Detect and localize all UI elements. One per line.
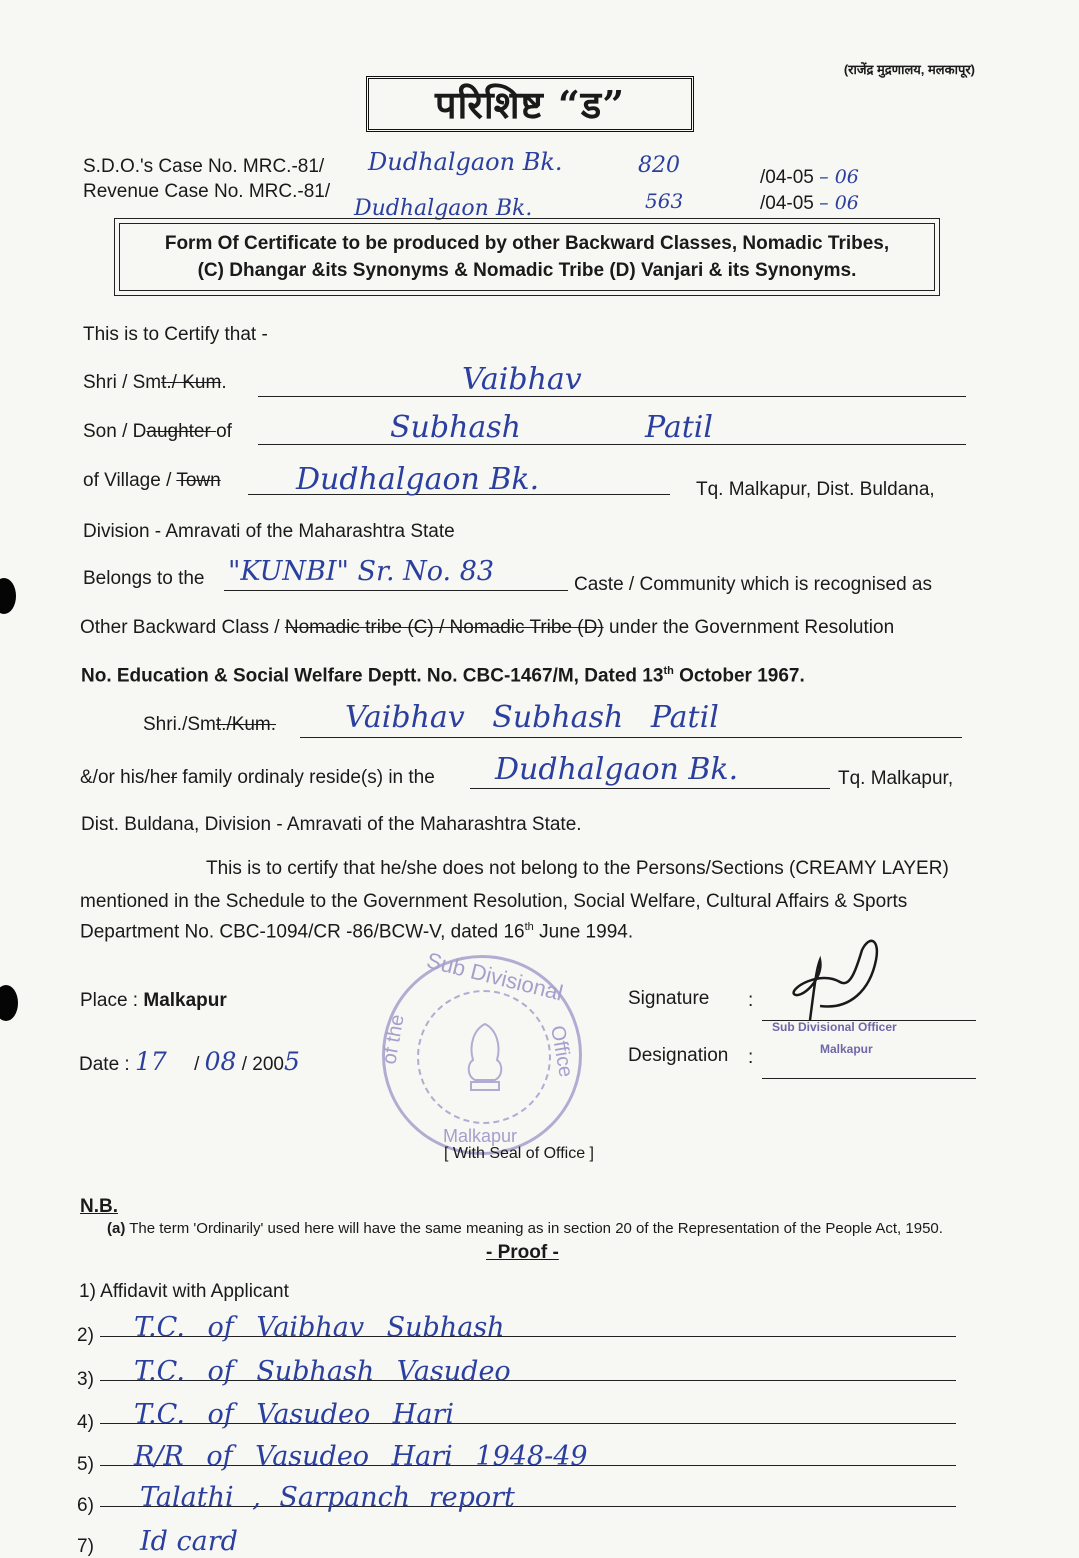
creamy-line-1: This is to certify that he/she does not belong to the Persons/Sections (CREAMY LAYER) — [206, 858, 949, 879]
nb-text-prefix: (a) — [107, 1220, 126, 1237]
applicant-name: Vaibhav — [462, 362, 582, 397]
proof-text-6: Talathi , Sarpanch report — [140, 1482, 515, 1513]
son-label-struck: aughter — [146, 421, 217, 442]
nb-label: N.B. — [80, 1196, 118, 1217]
shri-label-dot: . — [221, 372, 227, 393]
designation-colon: : — [748, 1047, 754, 1068]
date-label: Date : — [79, 1054, 130, 1075]
place-value: Malkapur — [143, 990, 227, 1011]
revenue-case-handwritten: Dudhalgaon Bk. — [354, 196, 533, 221]
signature-label: Signature — [628, 988, 710, 1009]
shri-label-struck: t./ Kum — [161, 372, 222, 393]
revenue-case-label: Revenue Case No. MRC.-81/ — [83, 181, 331, 202]
proof-text-2: T.C. of Vaibhav Subhash — [134, 1312, 505, 1343]
revenue-date-suffix: – 06 — [819, 192, 859, 214]
designation-label: Designation — [628, 1045, 729, 1066]
proof-num-2: 2) — [77, 1325, 94, 1346]
shri2-label-text: Shri./Sm — [143, 714, 216, 735]
revenue-date-prefix: /04-05 — [760, 193, 814, 214]
form-title-line1: Form Of Certificate to be produced by other Backward Classes, Nomadic Tribes, — [164, 233, 890, 254]
proof-text-5: R/R of Vasudeo Hari 1948-49 — [134, 1441, 588, 1472]
place-row — [80, 990, 227, 1012]
full-name: Vaibhav Subhash Patil — [345, 700, 719, 735]
son-label — [83, 421, 232, 443]
reside-village: Dudhalgaon Bk. — [495, 752, 739, 787]
class-line-struck: Nomadic tribe (C) / Nomadic Tribe (D) — [284, 617, 604, 638]
signature-icon — [780, 930, 890, 1030]
sdo-case-handwritten: Dudhalgaon Bk. — [368, 148, 563, 176]
sdo-case-number: 820 — [638, 153, 680, 178]
proof-num-5: 5) — [77, 1454, 94, 1475]
nb-text — [107, 1220, 943, 1237]
seal-caption: [ With Seal of Office ] — [444, 1145, 594, 1162]
proof-heading: - Proof - — [486, 1242, 559, 1263]
office-seal — [378, 947, 582, 1155]
village-name: Dudhalgaon Bk. — [296, 462, 540, 497]
nb-text-body: The term 'Ordinarily' used here will have the same meaning as in section 20 of the Representation of the People Act, 1950. — [125, 1220, 943, 1237]
shri-label — [83, 372, 227, 394]
proof-num-3: 3) — [77, 1369, 94, 1390]
designation-underline — [762, 1078, 976, 1079]
proof-text-3: T.C. of Subhash Vasudeo — [134, 1356, 511, 1387]
reside-label-struck: r — [170, 767, 178, 788]
seal-text-left: of the — [378, 1012, 409, 1066]
certify-intro: This is to Certify that - — [83, 324, 268, 345]
appendix-title-box — [366, 76, 694, 132]
reside-taluka: Tq. Malkapur, — [838, 768, 954, 789]
reside-label-text: &/or his/he — [80, 767, 171, 788]
creamy-line-3b: June 1994. — [533, 921, 634, 943]
father-last-name: Patil — [645, 410, 713, 445]
village-label-text: of Village / — [83, 470, 177, 491]
proof-num-1: 1) — [79, 1281, 96, 1302]
form-title-line2: (C) Dhangar &its Synonyms & Nomadic Tribe (D) Vanjari & its Synonyms. — [197, 260, 857, 281]
proof-num-7: 7) — [77, 1536, 94, 1557]
class-line-end: under the Government Resolution — [603, 617, 895, 638]
shri2-label — [143, 714, 276, 736]
date-day: 17 — [134, 1047, 167, 1076]
resolution-end: October 1967. — [673, 665, 805, 687]
creamy-sup: th — [524, 921, 534, 933]
form-title-box — [114, 218, 940, 296]
resolution-text: No. Education & Social Welfare Deptt. No. CBC-1467/M, Dated 13 — [81, 665, 664, 687]
proof-item-1 — [79, 1281, 289, 1303]
proof-num-6: 6) — [77, 1495, 94, 1516]
reside-underline — [470, 788, 830, 789]
proof-text-7: Id card — [140, 1526, 238, 1557]
date-year-prefix: / 200 — [241, 1054, 284, 1075]
resolution-sup: th — [663, 665, 674, 677]
officer-stamp-line2: Malkapur — [820, 1042, 873, 1056]
creamy-line-3a: Department No. CBC-1094/CR -86/BCW-V, dated 16 — [80, 921, 525, 943]
place-label: Place : — [80, 990, 139, 1011]
fullname-underline — [300, 737, 962, 738]
creamy-line-2: mentioned in the Schedule to the Government Resolution, Social Welfare, Cultural Affairs & Sports — [80, 891, 908, 912]
revenue-case-number: 563 — [645, 189, 684, 213]
form-title-inner — [119, 223, 935, 291]
taluka-district: Tq. Malkapur, Dist. Buldana, — [696, 479, 935, 500]
creamy-line-3 — [80, 921, 633, 943]
emblem-icon — [459, 1020, 511, 1096]
revenue-case-date — [760, 192, 859, 215]
name-underline — [258, 396, 966, 397]
date-sep: / — [194, 1054, 200, 1075]
village-label-struck: Town — [176, 470, 221, 491]
caste-suffix: Caste / Community which is recognised as — [574, 574, 932, 595]
shri-label-text: Shri / Sm — [83, 372, 162, 393]
reside-label — [80, 767, 435, 789]
village-label — [83, 470, 221, 492]
sdo-date-prefix: /04-05 — [760, 167, 814, 188]
proof-text-1: Affidavit with Applicant — [100, 1281, 289, 1302]
seal-text-top: Sub Divisional — [424, 947, 566, 1006]
punch-hole-top — [0, 578, 16, 614]
date-year-hw: 5 — [284, 1047, 300, 1076]
reside-label-mid: family ordinaly reside(s) in the — [177, 767, 435, 788]
seal-text-bottom: Malkapur — [443, 1126, 518, 1146]
father-underline — [258, 444, 966, 445]
officer-stamp-line1: Sub Divisional Officer — [772, 1020, 897, 1034]
appendix-title: परिशिष्ट “ड” — [434, 82, 626, 127]
punch-hole-bottom — [0, 985, 18, 1021]
seal-text-right: Office — [546, 1023, 577, 1079]
belongs-label: Belongs to the — [83, 568, 205, 589]
son-label-text: Son / D — [83, 421, 147, 442]
sdo-case-label: S.D.O.'s Case No. MRC.-81/ — [83, 156, 325, 177]
shri2-label-struck: t./Kum. — [215, 714, 277, 735]
sdo-case-date — [760, 166, 859, 189]
resolution-line — [81, 665, 805, 687]
class-line — [80, 617, 894, 639]
date-row — [79, 1047, 300, 1076]
son-label-of: of — [216, 421, 232, 442]
press-name: (राजेंद्र मुद्रणालय, मलकापूर) — [843, 62, 975, 77]
reside-district: Dist. Buldana, Division - Amravati of the Maharashtra State. — [81, 814, 582, 835]
date-month: 08 — [204, 1047, 237, 1076]
proof-num-4: 4) — [77, 1412, 94, 1433]
father-first-name: Subhash — [390, 410, 522, 445]
caste-underline — [224, 590, 568, 591]
proof-text-4: T.C. of Vasudeo Hari — [134, 1399, 454, 1430]
caste-name: "KUNBI" Sr. No. 83 — [228, 556, 495, 587]
signature-colon: : — [748, 990, 754, 1011]
class-line-start: Other Backward Class / — [80, 617, 285, 638]
sdo-date-suffix: – 06 — [819, 166, 859, 188]
division-text: Division - Amravati of the Maharashtra State — [83, 521, 455, 542]
